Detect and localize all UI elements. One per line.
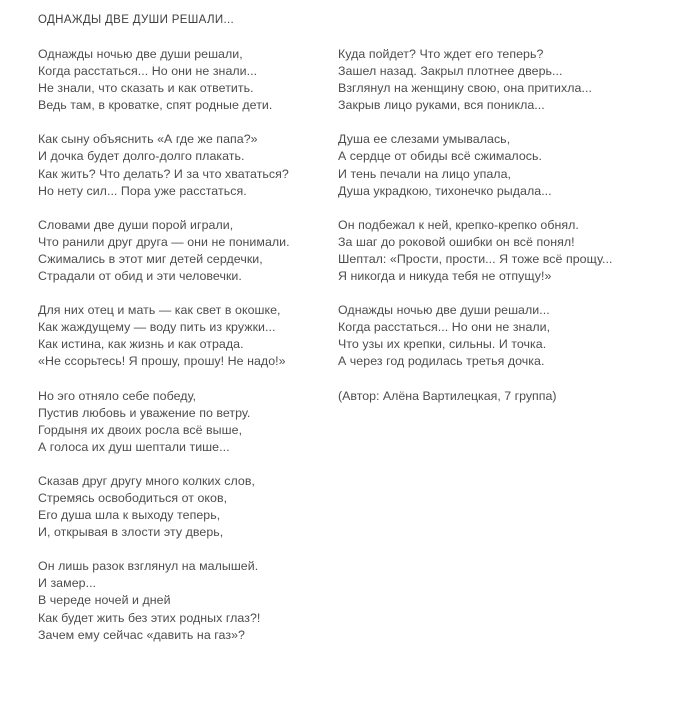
poem-line: Однажды ночью две души решали... [338,303,550,318]
poem-line: За шаг до роковой ошибки он всё понял! [338,234,575,249]
poem-line: А сердце от обиды всё сжималось. [338,149,543,164]
poem-stanza [338,46,668,114]
author-attribution: (Автор: Алёна Вартилецкая, 7 группа) [338,388,557,403]
poem-line: Как сыну объяснить «А где же папа?» [38,132,258,147]
poem-line: И замер... [38,576,97,591]
poem-line: Сказав друг другу много колких слов, [38,473,255,488]
poem-line: В череде ночей и дней [38,593,171,608]
poem-line: Как жить? Что делать? И за что хвататься? [38,166,289,181]
poem-stanza [38,388,333,456]
poem-line: А голоса их душ шептали тише... [38,439,230,454]
poem-line: Он лишь разок взглянул на малышей. [38,559,259,574]
poem-stanza [38,131,333,199]
poem-line: Но нету сил... Пора уже расстаться. [38,183,247,198]
poem-line: Гордыня их двоих росла всё выше, [38,422,243,437]
poem-line: Он подбежал к ней, крепко-крепко обнял. [338,217,579,232]
poem-stanza [338,217,668,285]
poem-line: Страдали от обид и эти человечки. [38,269,242,284]
poem-line: Однажды ночью две души решали, [38,47,243,61]
poem-line: И дочка будет долго-долго плакать. [38,149,245,164]
poem-line: Что узы их крепки, сильны. И точка. [338,337,547,352]
poem-line: Что ранили друг друга — они не понимали. [38,234,290,249]
poem-line: Но эго отняло себе победу, [38,388,197,403]
poem-line: Для них отец и мать — как свет в окошке, [38,303,281,318]
poem-line: Пустив любовь и уважение по ветру. [38,405,251,420]
page-title: ОДНАЖДЫ ДВЕ ДУШИ РЕШАЛИ... [38,14,235,26]
poem-line: Как истина, как жизнь и как отрада. [38,337,244,352]
poem-line: Его душа шла к выходу теперь, [38,508,221,523]
poem-line: «Не ссорьтесь! Я прошу, прошу! Не надо!» [38,354,286,369]
poem-line: Словами две души порой играли, [38,217,234,232]
poem-line: Когда расстаться... Но они не знали, [338,320,551,335]
poem-line: Зашел назад. Закрыл плотнее дверь... [338,64,563,79]
poem-stanza [338,131,668,199]
poem-line: Душа украдкою, тихонечко рыдала... [338,183,552,198]
poem-stanza [38,46,333,114]
poem-line: Как будет жить без этих родных глаз?! [38,610,261,625]
poem-line: Зачем ему сейчас «давить на газ»? [38,627,245,642]
poem-line: Взглянул на женщину свою, она притихла... [338,81,592,96]
poem-column-right [338,46,668,405]
poem-line: А через год родилась третья дочка. [338,354,545,369]
poem-line: Шептал: «Прости, прости... Я тоже всё прощу... [338,251,613,266]
poem-line: Ведь там, в кроватке, спят родные дети. [38,98,273,113]
poem-line: Стремясь освободиться от оков, [38,490,228,505]
poem-line: Не знали, что сказать и как ответить. [38,81,254,96]
poem-stanza [38,473,333,541]
poem-line: Сжимались в этот миг детей сердечки, [38,251,263,266]
poem-column-left [38,46,333,644]
poem-line: И, открывая в злости эту дверь, [38,525,224,540]
poem-line: И тень печали на лицо упала, [338,166,512,181]
poem-line: Куда пойдет? Что ждет его теперь? [338,47,544,61]
poem-line: Когда расстаться... Но они не знали... [38,64,258,79]
poem-stanza [38,217,333,285]
poem-line: Закрыв лицо руками, вся поникла... [338,98,545,113]
poem-stanza [38,558,333,643]
poem-stanza [38,302,333,370]
poem-stanza [338,302,668,370]
poem-line: Как жаждущему — воду пить из кружки... [38,320,276,335]
poem-line: Душа ее слезами умывалась, [338,132,511,147]
poem-line: Я никогда и никуда тебя не отпущу!» [338,269,552,284]
